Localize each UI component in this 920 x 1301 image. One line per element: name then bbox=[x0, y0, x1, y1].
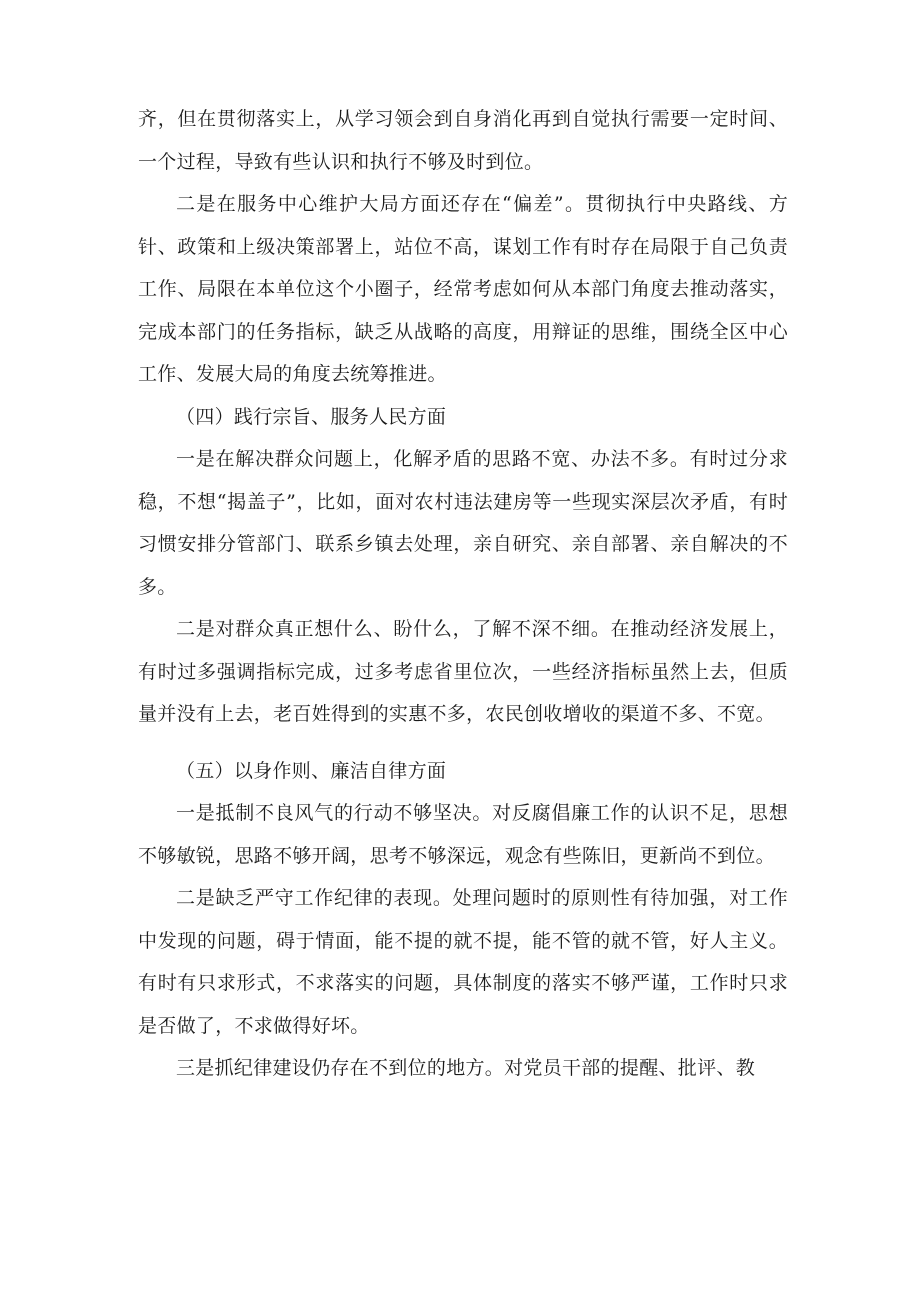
paragraph-mass-needs: 二是对群众真正想什么、盼什么，了解不深不细。在推动经济发展上，有时过多强调指标完成，过多考虑省里位次，一些经济指标虽然上去，但质量并没有上去，老百姓得到的实惠不多，农民创收增收的渠道不多、不宽。 bbox=[138, 618, 788, 725]
paragraph-continuation: 齐，但在贯彻落实上，从学习领会到自身消化再到自觉执行需要一定时间、一个过程，导致有些认识和执行不够及时到位。 bbox=[138, 108, 788, 173]
paragraph-discipline-building: 三是抓纪律建设仍存在不到位的地方。对党员干部的提醒、批评、教 bbox=[176, 1057, 756, 1079]
paragraph-service-center: 二是在服务中心维护大局方面还存在“偏差”。贯彻执行中央路线、方针、政策和上级决策部署上，站位不高，谋划工作有时存在局限于自己负责工作、局限在本单位这个小圈子，经常考虑如何从本部门角度去推动落实，完成本部门的任务指标，缺乏从战略的高度，用辩证的思维，围绕全区中心工作、发展大局的角度去统筹推进。 bbox=[138, 193, 788, 385]
paragraph-resist-bad-practices: 一是抵制不良风气的行动不够坚决。对反腐倡廉工作的认识不足，思想不够敏锐，思路不够开阔，思考不够深远，观念有些陈旧，更新尚不到位。 bbox=[138, 802, 788, 867]
paragraph-work-discipline: 二是缺乏严守工作纪律的表现。处理问题时的原则性有待加强，对工作中发现的问题，碍于情面，能不提的就不提，能不管的就不管，好人主义。有时有只求形式，不求落实的问题，具体制度的落实不够严谨，工作时只求是否做了，不求做得好坏。 bbox=[138, 887, 788, 1037]
paragraph-mass-problems: 一是在解决群众问题上，化解矛盾的思路不宽、办法不多。有时过分求稳，不想“揭盖子”，比如，面对农村违法建房等一些现实深层次矛盾，有时习惯安排分管部门、联系乡镇去处理，亲自研究、亲自部署、亲自解决的不多。 bbox=[138, 448, 788, 598]
document-body bbox=[138, 98, 788, 1090]
section-heading-four: （四）践行宗旨、服务人民方面 bbox=[176, 405, 447, 428]
section-heading-five: （五）以身作则、廉洁自律方面 bbox=[176, 759, 447, 782]
